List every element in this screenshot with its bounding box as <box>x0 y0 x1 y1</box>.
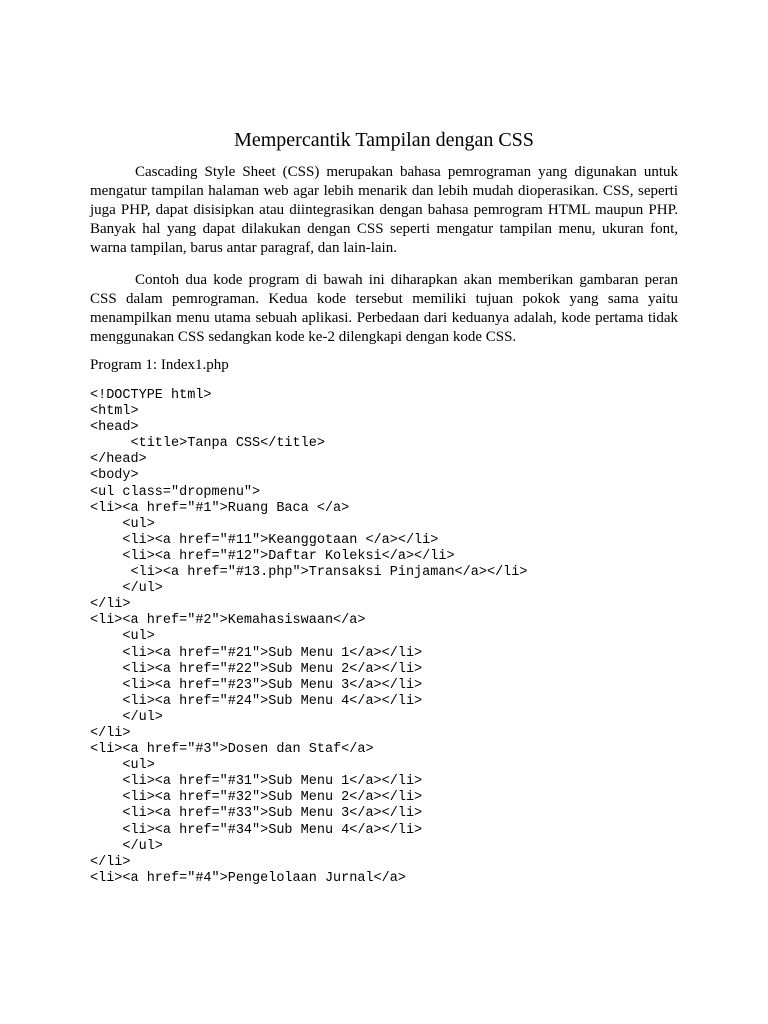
code-line: </li> <box>90 854 131 870</box>
intro-paragraph: Cascading Style Sheet (CSS) merupakan bahasa pemrograman yang digunakan untuk mengatur tampilan halaman web agar lebih menarik dan lebih mudah dioperasikan. CSS, seperti juga PHP, dapat disisipkan atau diintegrasikan dengan bahasa pemrogram HTML maupun PHP. Banyak hal yang dapat dilakukan dengan CSS seperti mengatur tampilan menu, ukuran font, warna tampilan, barus antar paragraf, dan lain-lain. <box>90 164 678 256</box>
code-line: </head> <box>90 452 147 468</box>
code-line: <li><a href="#21">Sub Menu 1</a></li> <box>90 645 423 661</box>
code-line: <li><a href="#22">Sub Menu 2</a></li> <box>90 661 423 677</box>
code-line: <li><a href="#13.php">Transaksi Pinjaman</a></li> <box>90 565 528 581</box>
code-line: </ul> <box>90 838 163 854</box>
code-line: <li><a href="#3">Dosen dan Staf</a> <box>90 742 374 758</box>
code-line: <title>Tanpa CSS</title> <box>90 436 325 452</box>
code-line: <ul class="dropmenu"> <box>90 484 261 500</box>
code-line: <ul> <box>90 629 155 645</box>
code-line: <li><a href="#24">Sub Menu 4</a></li> <box>90 693 423 709</box>
code-line: <li><a href="#32">Sub Menu 2</a></li> <box>90 790 423 806</box>
code-line: <li><a href="#11">Keanggotaan </a></li> <box>90 532 439 548</box>
code-line: <head> <box>90 420 139 436</box>
code-line: <li><a href="#23">Sub Menu 3</a></li> <box>90 677 423 693</box>
code-line: </ul> <box>90 581 163 597</box>
document-title: Mempercantik Tampilan dengan CSS <box>234 129 534 151</box>
code-line: <li><a href="#4">Pengelolaan Jurnal</a> <box>90 870 406 886</box>
code-line: <li><a href="#31">Sub Menu 1</a></li> <box>90 774 423 790</box>
code-line: <li><a href="#33">Sub Menu 3</a></li> <box>90 806 423 822</box>
code-line: <body> <box>90 468 139 484</box>
code-line: </li> <box>90 597 131 613</box>
code-listing <box>90 388 527 887</box>
example-paragraph: Contoh dua kode program di bawah ini diharapkan akan memberikan gambaran peran CSS dalam pemrograman. Kedua kode tersebut memiliki tujuan pokok yang sama yaitu menampilkan menu utama sebuah aplikasi. Perbedaan dari keduanya adalah, kode pertama tidak menggunakan CSS sedangkan kode ke-2 dilengkapi dengan kode CSS. <box>90 272 678 345</box>
code-line: <ul> <box>90 516 155 532</box>
code-line: <li><a href="#12">Daftar Koleksi</a></li> <box>90 548 455 564</box>
code-line: <ul> <box>90 758 155 774</box>
code-line: <li><a href="#1">Ruang Baca </a> <box>90 500 350 516</box>
code-line: </li> <box>90 725 131 741</box>
code-line: </ul> <box>90 709 163 725</box>
code-line: <li><a href="#2">Kemahasiswaan</a> <box>90 613 366 629</box>
code-line: <li><a href="#34">Sub Menu 4</a></li> <box>90 822 423 838</box>
code-line: <!DOCTYPE html> <box>90 388 212 403</box>
code-line: <html> <box>90 404 139 420</box>
program-label: Program 1: Index1.php <box>90 357 229 373</box>
